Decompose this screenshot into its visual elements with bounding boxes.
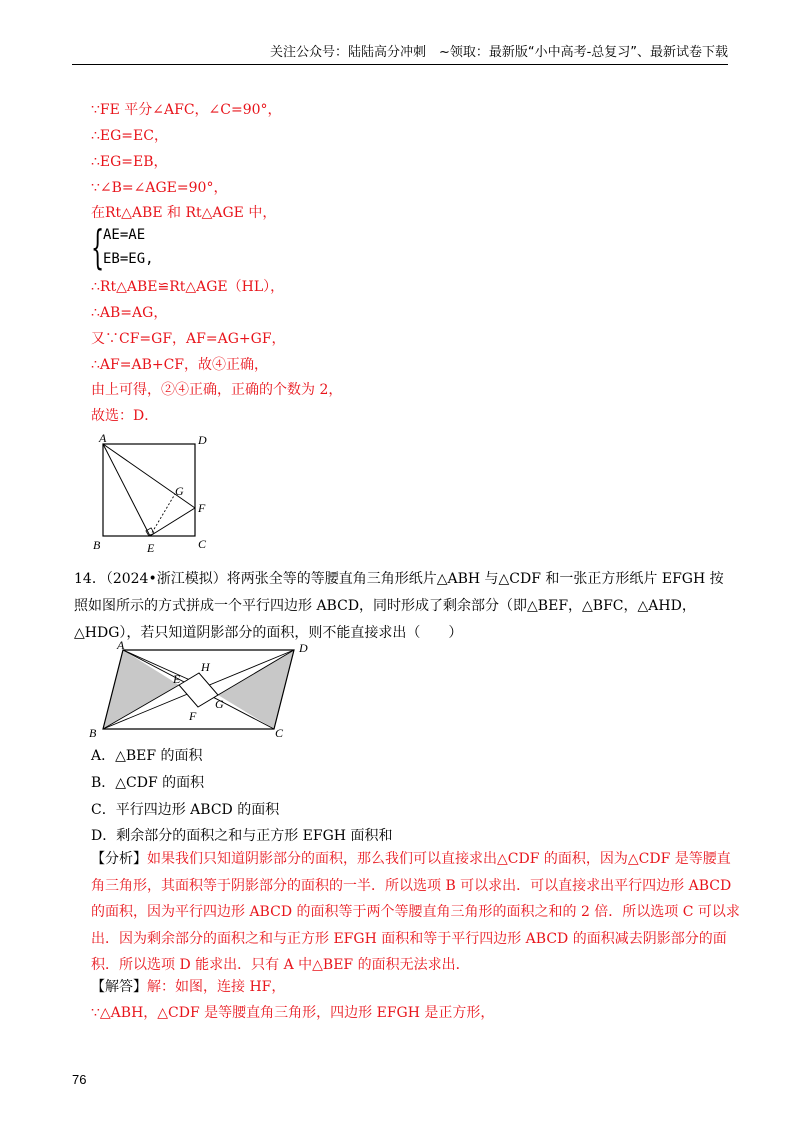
solution-line-8: 又∵CF=GF，AF=AG+GF， [91,331,286,347]
solution-line-7: ∴AB=AG， [91,305,168,321]
brace-symbol: { [91,220,105,274]
solution-line-2: ∴EG=EC， [91,128,168,144]
label-G: G [175,484,184,498]
solution-line-9: ∴AF=AB+CF，故④正确， [91,357,269,373]
equation-line-2: EB=EG, [103,251,154,267]
analysis-text: 如果我们只知道阴影部分的面积，那么我们可以直接求出△CDF 的面积，因为△CDF 是等腰直角三角形，其面积等于阴影部分的面积的一半．所以选项 B 可以求出．可以直接求出平行四边形 ABCD 的面积，因为平行四边形 ABCD 的面积等于两个等腰直角三角形的面积之和的 2 倍．所以选项 C 可以求出．因为剩余部分的面积之和与正方形 EFGH 面积和等于平行四边形 ABCD 的面积减去阴影部分的面积．所以选项 D 能求出．只有 A 中△BEF 的面积无法求出． [91,851,740,973]
solution-line-4: ∵∠B=∠AGE=90°， [91,180,228,196]
label-A: A [117,640,125,652]
analysis-block [91,846,741,979]
option-d: D．剩余部分的面积之和与正方形 EFGH 面积和 [91,828,393,844]
answer-line-1 [91,978,285,996]
label-E: E [147,541,155,555]
question-14 [74,566,734,647]
solution-line-11: 故选：D． [91,408,159,424]
label-C: C [198,537,207,551]
question-text: （2024•浙江模拟）将两张全等的等腰直角三角形纸片△ABH 与△CDF 和一张正方形纸片 EFGH 按照如图所示的方式拼成一个平行四边形 ABCD，同时形成了剩余部分（即△BEF，△BFC，△AHD，△HDG），若只知道阴影部分的面积，则不能直接求出（ ） [74,571,724,641]
page-number: 76 [72,1072,87,1087]
label-E: E [173,672,181,686]
equation-system [91,220,171,274]
answer-label: 【解答】 [91,979,147,995]
label-C: C [275,726,284,740]
equation-line-1: AE=AE [103,227,146,243]
label-B: B [89,726,97,740]
label-F: F [189,709,197,723]
page-header: 关注公众号：陆陆高分冲刺 ~领取：最新版“小中高考-总复习”、最新试卷下载 [72,44,728,65]
question-number: 14． [74,571,106,587]
solution-line-5: 在Rt△ABE 和 Rt△AGE 中， [91,205,277,221]
label-G: G [215,697,224,711]
label-F: F [198,501,206,515]
solution-line-3: ∴EG=EB， [91,154,168,170]
label-A: A [99,432,107,445]
label-H: H [201,660,210,674]
option-a: A．△BEF 的面积 [91,748,203,764]
geometry-figure-square [88,432,218,557]
label-D: D [198,433,207,447]
solution-line-6: ∴Rt△ABE≌Rt△AGE（HL）， [91,279,285,295]
answer-line-2: ∵△ABH，△CDF 是等腰直角三角形，四边形 EFGH 是正方形， [91,1005,495,1021]
option-c: C．平行四边形 ABCD 的面积 [91,802,280,818]
option-b: B．△CDF 的面积 [91,775,205,791]
solution-line-1: ∵FE 平分∠AFC，∠C=90°， [91,102,282,118]
label-B: B [93,538,101,552]
label-D: D [299,641,308,655]
solution-line-10: 由上可得，②④正确，正确的个数为 2， [91,382,343,398]
answer-text-1: 解：如图，连接 HF， [147,979,286,995]
geometry-figure-parallelogram [85,640,325,740]
analysis-label: 【分析】 [91,851,147,867]
